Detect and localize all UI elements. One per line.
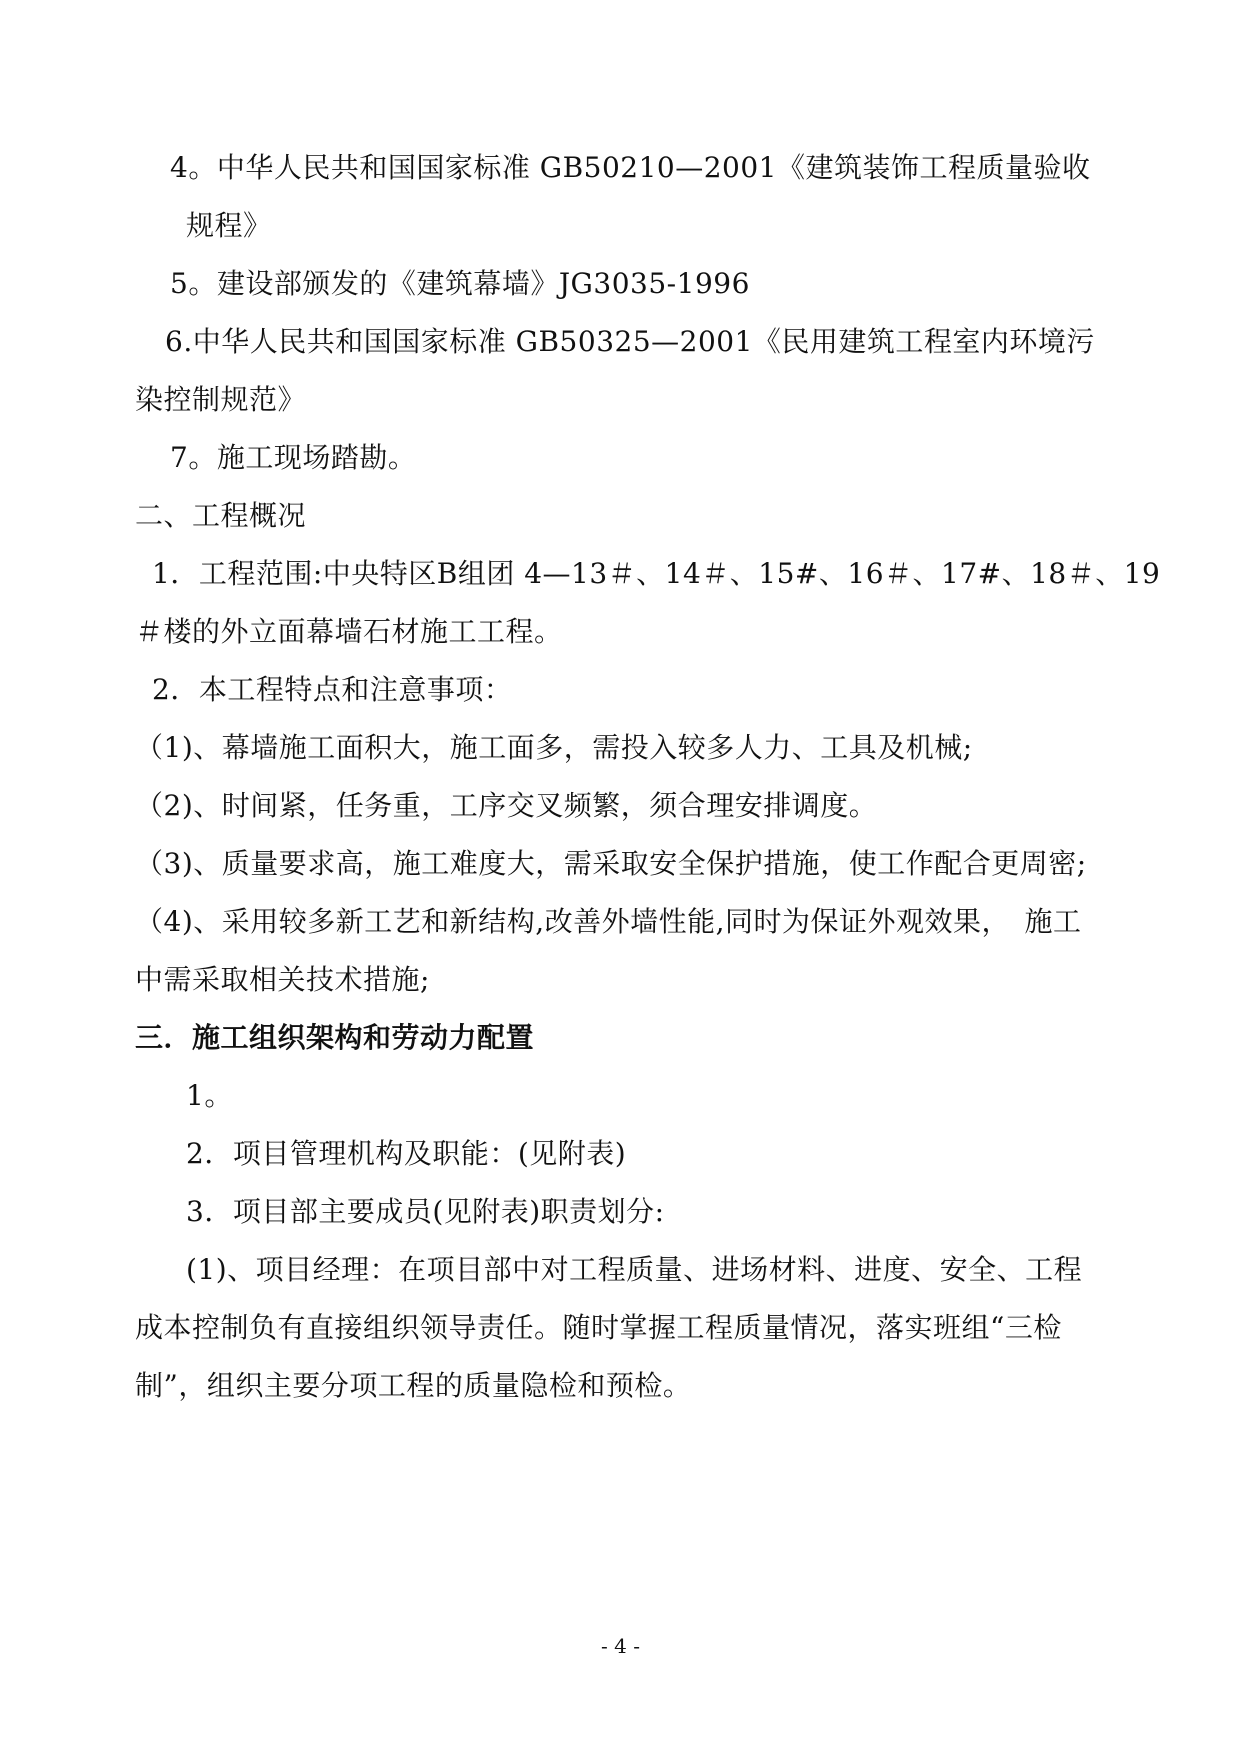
text-line: 1．工程范围:中央特区B组团 4—13＃、14＃、15#、16＃、17#、18＃、19 <box>152 557 1161 590</box>
text-line: 中需采取相关技术措施; <box>135 963 430 996</box>
text-line: 染控制规范》 <box>135 383 307 416</box>
section-heading: 三．施工组织架构和劳动力配置 <box>135 1021 535 1054</box>
text-line: 6.中华人民共和国国家标准 GB50325—2001《民用建筑工程室内环境污 <box>165 325 1095 358</box>
text-line: 7。施工现场踏勘。 <box>170 441 417 474</box>
page-number: - 4 - <box>601 1634 640 1658</box>
section-heading: 二、工程概况 <box>135 499 307 532</box>
list-item: （4)、采用较多新工艺和新结构,改善外墙性能,同时为保证外观效果， 施工 <box>135 905 1082 938</box>
list-item: （1)、幕墙施工面积大，施工面多，需投入较多人力、工具及机械; <box>135 731 973 764</box>
text-line: 制”，组织主要分项工程的质量隐检和预检。 <box>135 1369 692 1402</box>
text-line: 4。中华人民共和国国家标准 GB50210—2001《建筑装饰工程质量验收 <box>170 151 1091 184</box>
text-line: 3．项目部主要成员(见附表)职责划分: <box>186 1195 665 1228</box>
text-line: 2．项目管理机构及职能：(见附表) <box>186 1137 627 1170</box>
list-item: （2)、时间紧，任务重，工序交叉频繁，须合理安排调度。 <box>135 789 878 822</box>
text-line: (1)、项目经理：在项目部中对工程质量、进场材料、进度、安全、工程 <box>186 1253 1083 1286</box>
text-line: ＃楼的外立面幕墙石材施工工程。 <box>135 615 563 648</box>
text-line: 5。建设部颁发的《建筑幕墙》JG3035-1996 <box>170 267 750 300</box>
list-item: （3)、质量要求高，施工难度大，需采取安全保护措施，使工作配合更周密; <box>135 847 1087 880</box>
text-line: 规程》 <box>186 209 272 242</box>
text-line: 2．本工程特点和注意事项： <box>152 673 513 706</box>
text-line: 1。 <box>186 1079 233 1112</box>
text-line: 成本控制负有直接组织领导责任。随时掌握工程质量情况，落实班组“三检 <box>135 1311 1062 1344</box>
